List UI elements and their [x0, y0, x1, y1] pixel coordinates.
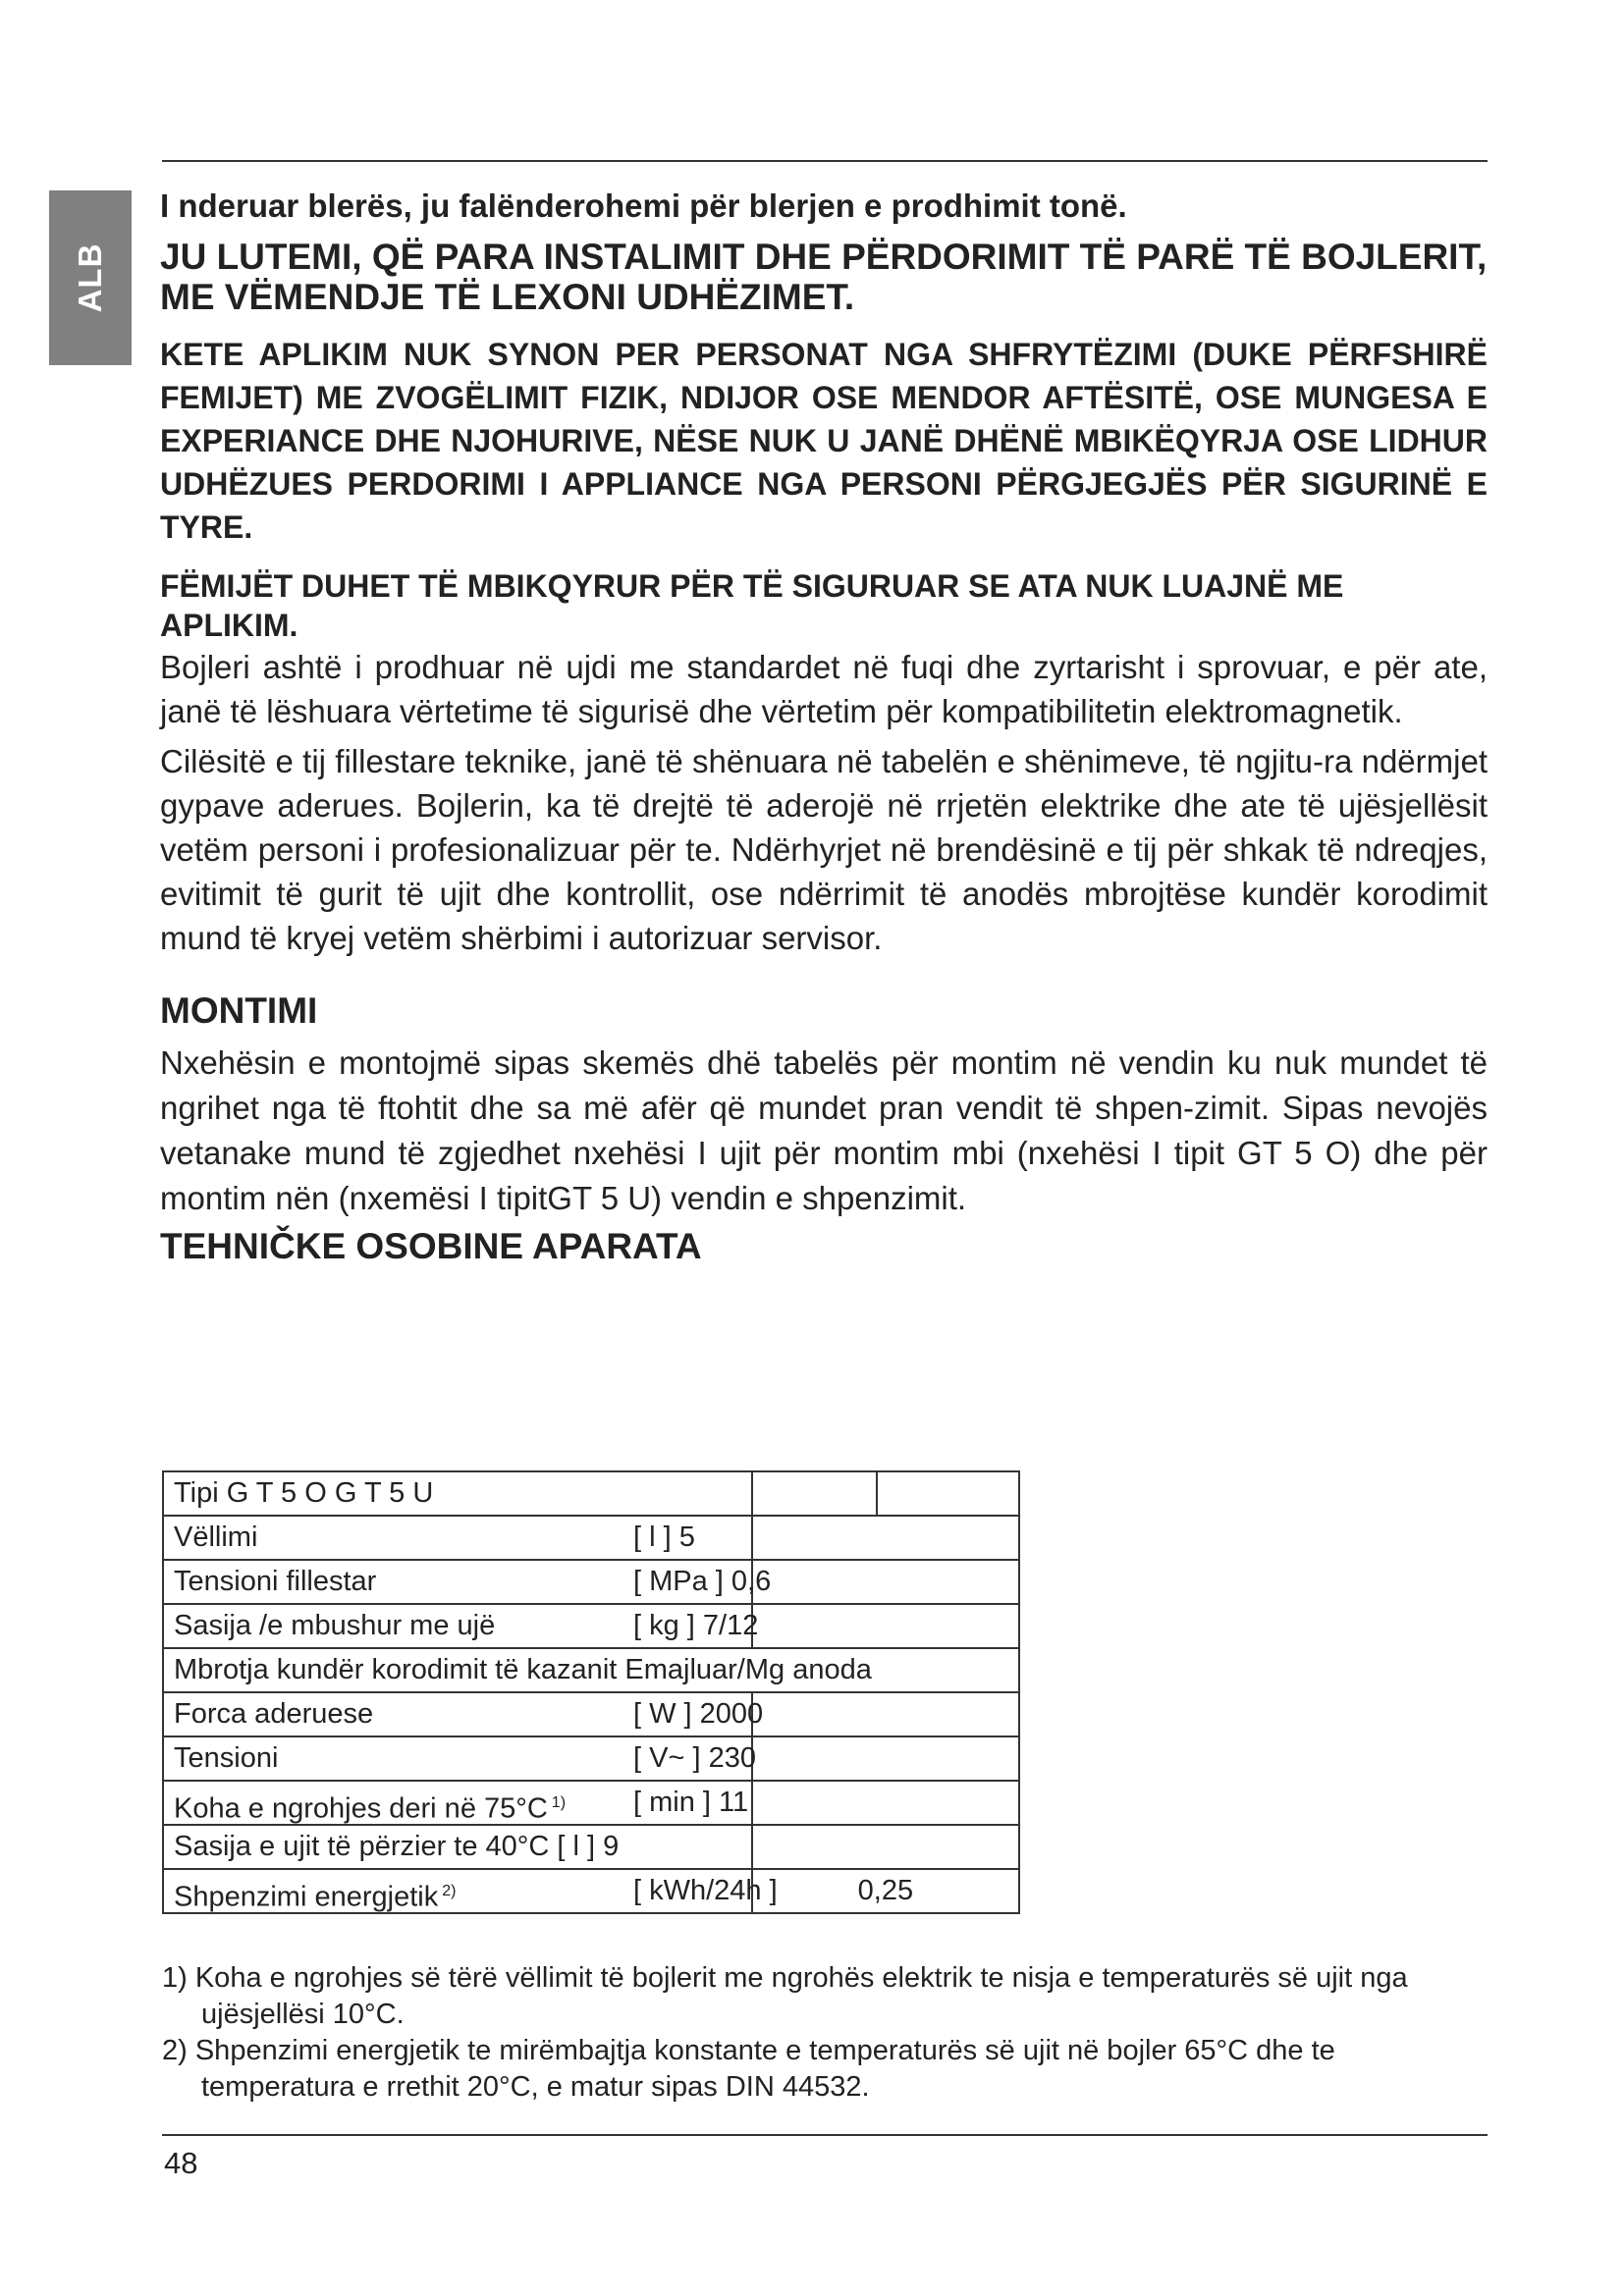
spec-label-cell: Tensioni fillestar [ MPa ] 0,6 — [163, 1560, 752, 1604]
footnote-marker: 1) — [551, 1794, 567, 1811]
spec-label-cell: Mbrotja kundër korodimit të kazanit Emajluar/Mg anoda — [163, 1648, 1019, 1692]
table-row — [163, 1692, 1019, 1736]
table-row — [163, 1825, 1019, 1869]
footnote-marker: 2) — [442, 1883, 457, 1899]
spec-value-cell — [752, 1692, 1019, 1736]
table-row — [163, 1869, 1019, 1913]
specs-table — [162, 1470, 1020, 1914]
table-row — [163, 1781, 1019, 1825]
spec-label-cell: Shpenzimi energjetik $^{2)}$ [ kWh/24h ] — [163, 1869, 752, 1913]
spec-label-cell: Tensioni [ V~ ] 230 — [163, 1736, 752, 1781]
table-row — [163, 1560, 1019, 1604]
intro-paragraph-1: Bojleri ashtë i prodhuar në ujdi me standardet në fuqi dhe zyrtarisht i sprovuar, e për ate, janë të lëshuara vërtetime të sigurisë dhe vërtetim për kompatibilitetin elektromagnetik. — [160, 649, 1488, 729]
table-row — [163, 1516, 1019, 1560]
children-warning: FËMIJËT DUHET TË MBIKQYRUR PËR TË SIGURUAR SE ATA NUK LUAJNË ME APLIKIM. — [160, 568, 1344, 643]
spec-value-cell — [752, 1825, 1019, 1869]
spec-label-cell: Forca aderuese [ W ] 2000 — [163, 1692, 752, 1736]
intro-paragraph-2: Cilësitë e tij fillestare teknike, janë të shënuara në tabelën e shënimeve, të ngjitu-ra ndërmjet gypave aderues. Bojlerin, ka të drejtë të aderojë në rrjetën elektrike dhe ate të ujësjellësit vetëm personi i profesionalizuar për te. Ndërhyrjet në brendësinë e tij për shkak të ndreqjes, evitimit të gurit të ujit dhe kontrollit, ose ndërrimit të anodës mbrojtëse kundër korodimit mund të kryej vetëm shërbimi i autorizuar servisor. — [160, 743, 1488, 956]
montimi-paragraph: Nxehësin e montojmë sipas skemës dhë tabelës për montim në vendin ku nuk mundet të ngrihet nga të ftohtit dhe sa më afër që mundet pran vendit të shpen-zimit. Sipas nevojës vetanake mund të zgjedhet nxehësi I ujit për montim mbi (nxehësi I tipit GT 5 O) dhe për montim nën (nxemësi I tipitGT 5 U) vendin e shpenzimit. — [160, 1044, 1488, 1216]
footnote-2: 2) Shpenzimi energjetik te mirëmbajtja konstante e temperaturës së ujit në bojler 65°C dhe te temperatura e rrethit 20°C, e matur sipas DIN 44532. — [162, 2035, 1335, 2103]
spec-value-cell — [752, 1516, 1019, 1560]
top-rule — [162, 160, 1488, 162]
bottom-rule — [162, 2134, 1488, 2136]
greeting: I nderuar blerës, ju falënderohemi për blerjen e prodhimit tonë. — [160, 187, 1127, 224]
table-row — [163, 1736, 1019, 1781]
montimi-heading: MONTIMI — [160, 990, 318, 1031]
spec-label-cell: Tipi G T 5 O G T 5 U — [163, 1471, 752, 1516]
read-instructions-notice: JU LUTEMI, QË PARA INSTALIMIT DHE PËRDORIMIT TË PARË TË BOJLERIT, ME VËMENDJE TË LEXONI UDHËZIMET. — [160, 237, 1488, 317]
spec-value-cell — [752, 1471, 1019, 1516]
language-tab-label: ALB — [72, 242, 108, 313]
table-row — [163, 1604, 1019, 1648]
spec-value-cell — [752, 1560, 1019, 1604]
spec-label-cell: Koha e ngrohjes deri në 75°C $^{1)}$ [ min ] 11 — [163, 1781, 752, 1825]
language-tab — [49, 190, 132, 365]
spec-value-cell: 0,25 — [752, 1869, 1019, 1913]
page-number: 48 — [164, 2146, 198, 2180]
footnote-1: 1) Koha e ngrohjes së tërë vëllimit të bojlerit me ngrohës elektrik te nisja e temperaturës së ujit nga ujësjellësi 10°C. — [162, 1962, 1408, 2030]
footnotes — [162, 1960, 1489, 2106]
specs-heading: TEHNIČKE OSOBINE APARATA — [160, 1226, 702, 1266]
main-content — [160, 187, 1488, 1268]
table-row — [163, 1471, 1019, 1516]
spec-value-cell — [752, 1781, 1019, 1825]
spec-value-cell — [752, 1604, 1019, 1648]
table-row — [163, 1648, 1019, 1692]
safety-warning: KETE APLIKIM NUK SYNON PER PERSONAT NGA SHFRYTËZIMI (DUKE PËRFSHIRË FEMIJET) ME ZVOGËLIMIT FIZIK, NDIJOR OSE MENDOR AFTËSITË, OSE MUNGESA E EXPERIANCE DHE NJOHURIVE, NËSE NUK U JANË DHËNË MBIKËQYRJA OSE LIDHUR UDHËZUES PERDORIMI I APPLIANCE NGA PERSONI PËRGJEGJËS PËR SIGURINË E TYRE. — [160, 337, 1488, 545]
spec-label-cell: Sasija /e mbushur me ujë [ kg ] 7/12 — [163, 1604, 752, 1648]
spec-label-cell: Sasija e ujit të përzier te 40°C [ l ] 9 — [163, 1825, 752, 1869]
spec-label-cell: Vëllimi [ l ] 5 — [163, 1516, 752, 1560]
spec-value-cell — [752, 1736, 1019, 1781]
